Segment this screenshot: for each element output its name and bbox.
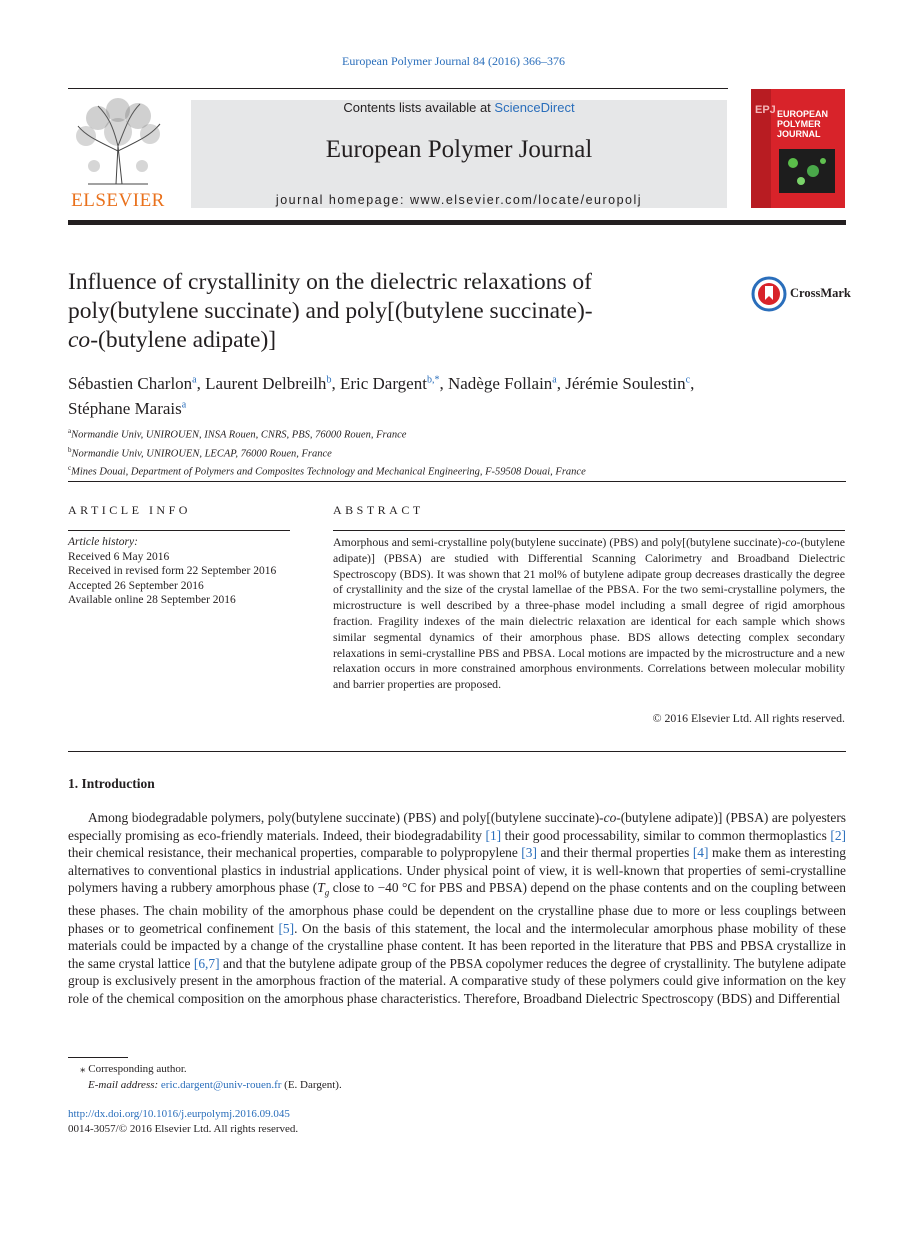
author-name: Nadège Follain: [447, 373, 553, 393]
journal-title: European Polymer Journal: [325, 136, 593, 163]
abstract-co-italic: co: [785, 535, 797, 549]
header-top-rule: [68, 88, 728, 89]
reference-link[interactable]: [4]: [692, 845, 709, 860]
email-note: [68, 1077, 568, 1093]
affiliation-marker[interactable]: a: [181, 399, 187, 411]
header-bottom-rule: [68, 220, 846, 225]
title-line-3-rest: -(butylene adipate)]: [90, 327, 277, 353]
author-separator: ,: [331, 373, 340, 393]
elsevier-wordmark: ELSEVIER: [71, 190, 165, 211]
affiliation-marker[interactable]: a: [192, 374, 197, 385]
affiliations: [68, 424, 848, 480]
author-separator: ,: [556, 373, 566, 393]
homepage-url-link[interactable]: www.elsevier.com/locate/europolj: [409, 193, 643, 207]
abstract-heading: ABSTRACT: [333, 503, 424, 517]
author-name: Laurent Delbreilh: [205, 373, 327, 393]
author-4[interactable]: [448, 374, 565, 393]
reference-link[interactable]: [6,7]: [193, 955, 220, 971]
abstract-text: [333, 535, 845, 693]
intro-co-italic: co: [603, 810, 617, 825]
tg-subscript: g: [324, 887, 330, 898]
intro-text: Among biodegradable polymers, poly(butylene succinate) (PBS) and poly[(butylene succinate)-: [88, 810, 604, 825]
article-title: [68, 268, 688, 355]
affiliation-key: a: [68, 427, 72, 435]
history-label: Article history:: [68, 536, 138, 548]
abstract-bottom-rule: [68, 751, 846, 752]
introduction-heading: 1. Introduction: [68, 776, 155, 791]
reference-link[interactable]: [1]: [485, 827, 502, 843]
homepage-prefix: journal homepage:: [275, 193, 410, 207]
tg-symbol: T: [317, 880, 325, 895]
email-link[interactable]: eric.dargent@univ-rouen.fr: [160, 1079, 282, 1091]
affiliation-divider: [68, 481, 846, 482]
online-date: Available online 28 September 2016: [68, 594, 236, 606]
intro-text: their good processability, similar to common thermoplastics: [501, 827, 831, 843]
title-line-2: poly(butylene succinate) and poly[(butylene succinate)-: [68, 298, 593, 324]
intro-text: close to −40 °C for PBS and PBSA) depend on the phase contents and on the coupling between these phases. The chain mobility of the amorphous phase could be dependent on the crystalline phase due to more or less couplings between phases or to geometrical confinement: [68, 880, 846, 936]
cover-title: EUROPEAN POLYMER JOURNAL: [777, 109, 829, 139]
author-list: [68, 369, 848, 420]
author-1[interactable]: [68, 374, 205, 393]
affiliation-a: [68, 424, 848, 443]
abstract-copyright: © 2016 Elsevier Ltd. All rights reserved.: [652, 711, 845, 725]
affiliation-marker[interactable]: b,*: [426, 374, 440, 385]
affiliation-text: Mines Douai, Department of Polymers and Composites Technology and Mechanical Engineering, F-59508 Douai, France: [71, 466, 586, 478]
affiliation-b: [68, 443, 848, 462]
author-3[interactable]: [340, 374, 448, 393]
author-name: Sébastien Charlon: [68, 373, 193, 393]
received-date: Received 6 May 2016: [68, 550, 170, 563]
title-line-1: Influence of crystallinity on the dielectric relaxations of: [68, 269, 592, 295]
intro-text: and that the butylene adipate group of the PBSA copolymer reduces the degree of crystallinity. The butylene adipate group is exclusively present in the amorphous fraction of the material. A comparative study of these polymers could give information on the key role of the chemical composition on the amorphous phase characteristics. Therefore, Broadband Dielectric Spectroscopy (BDS) and Differential: [68, 955, 846, 1006]
intro-text: their chemical resistance, their mechanical properties, comparable to polypropylene: [68, 845, 522, 860]
affiliation-text: Normandie Univ, UNIROUEN, INSA Rouen, CNRS, PBS, 76000 Rouen, France: [71, 429, 407, 441]
intro-text: . On the basis of this statement, the local and the intermolecular amorphous phase mobility of these materials could be impacted by a change of the crystalline phase content. It has been reported in the literature that PBS and PBSA crystallize in the same crystal lattice: [68, 920, 846, 971]
title-line-3: [68, 326, 688, 355]
accepted-date: Accepted 26 September 2016: [68, 579, 204, 592]
title-co-italic: co: [68, 327, 91, 353]
author-name: Jérémie Soulestin: [565, 373, 686, 393]
footnote-rule: [68, 1057, 128, 1058]
corresponding-author-note: ⁎ Corresponding author.: [80, 1063, 187, 1075]
reference-link[interactable]: [3]: [521, 845, 537, 860]
cover-letters: EPJ: [755, 104, 776, 116]
reference-link[interactable]: [5]: [278, 920, 295, 936]
affiliation-marker[interactable]: b: [326, 374, 332, 385]
author-5[interactable]: [565, 374, 694, 393]
article-info-heading: ARTICLE INFO: [68, 503, 191, 517]
crossmark-label[interactable]: CrossMark: [790, 286, 851, 300]
abstract-rule: [333, 530, 845, 531]
sciencedirect-link[interactable]: ScienceDirect: [494, 100, 575, 115]
journal-citation[interactable]: European Polymer Journal 84 (2016) 366–376: [342, 54, 565, 68]
reference-link[interactable]: [2]: [830, 827, 847, 843]
article-history: [68, 535, 288, 608]
author-separator: ,: [690, 373, 695, 393]
homepage-line: [191, 193, 727, 207]
crossmark-icon[interactable]: [751, 276, 787, 312]
affiliation-text: Normandie Univ, UNIROUEN, LECAP, 76000 Rouen, France: [71, 448, 332, 459]
intro-text: -(butylene adipate)] (PBSA) are polyesters especially promising as eco-friendly materials. Indeed, their biodegradability: [68, 810, 846, 843]
author-separator: ,: [439, 373, 448, 393]
author-6[interactable]: [68, 399, 186, 418]
author-name: Stéphane Marais: [68, 399, 182, 419]
cover-image-icon: [779, 149, 835, 193]
author-2[interactable]: [205, 374, 340, 393]
email-label: E-mail address:: [88, 1079, 161, 1091]
contents-prefix: Contents lists available at: [343, 100, 495, 115]
intro-text: make them as interesting alternatives to conventional plastics in industrial applications. Under physical point of view, it is well-known that properties of semi-crystalline polymers having a rubbery amorphous phase (: [68, 845, 846, 895]
article-info-rule: [68, 530, 290, 531]
issn-copyright: 0014-3057/© 2016 Elsevier Ltd. All rights reserved.: [68, 1123, 299, 1135]
footnotes: [68, 1061, 568, 1093]
abstract-part-2: -(butylene adipate)] (PBSA) are studied with Differential Scanning Calorimetry and Broadband Dielectric Spectroscopy (BDS). It was shown that 21 mol% of butylene adipate group decreases drastically the degree of crystallinity and the size of the crystal lamellae of the PBSA. For the two semi-crystalline polymers, the microstructure is well described by a three-phase model including a small degree of rigid amorphous fraction. Fragility indexes of the main dielectric relaxation are identical for each sample which shows similar segmental dynamics of their amorphous phase. BDS allows detecting complex secondary relaxations in semi-crystalline PBS and PBSA. Local motions are impacted by the microstructure and a new relaxation occurs in more constrained amorphous environments. Correlations between molecular mobility and barrier properties are proposed.: [333, 535, 845, 692]
author-separator: ,: [196, 373, 206, 393]
affiliation-marker[interactable]: c: [685, 374, 691, 385]
affiliation-key: b: [68, 445, 72, 454]
intro-text: and their thermal properties: [536, 845, 693, 860]
email-suffix: (E. Dargent).: [281, 1079, 342, 1091]
abstract-part-1: Amorphous and semi-crystalline poly(butylene succinate) (PBS) and poly[(butylene succinate)-: [333, 535, 786, 549]
journal-cover-thumbnail[interactable]: [751, 89, 845, 208]
revised-date: Received in revised form 22 September 2016: [68, 565, 277, 577]
author-name: Eric Dargent: [339, 373, 427, 393]
affiliation-marker[interactable]: a: [552, 374, 557, 385]
doi-link[interactable]: http://dx.doi.org/10.1016/j.eurpolymj.2016.09.045: [68, 1108, 290, 1120]
affiliation-key: c: [68, 464, 72, 472]
affiliation-c: [68, 461, 848, 480]
introduction-paragraph: [68, 809, 846, 1007]
doi-block: [68, 1107, 568, 1137]
contents-line: [191, 100, 727, 115]
